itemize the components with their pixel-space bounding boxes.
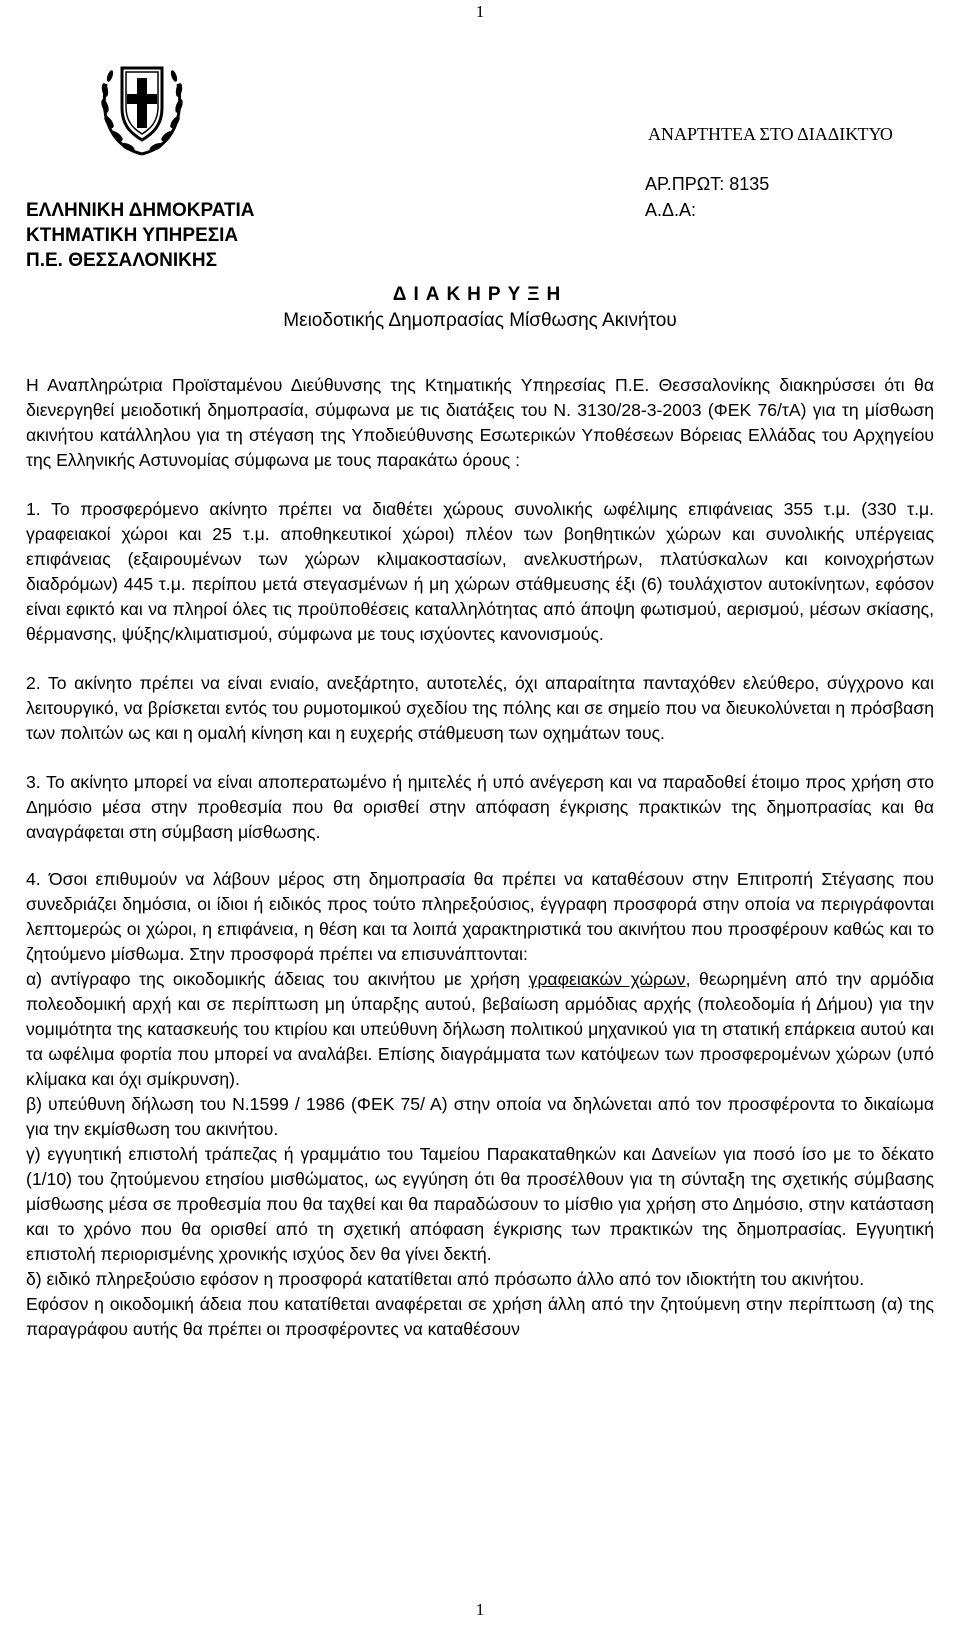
- term-2: 2. Το ακίνητο πρέπει να είναι ενιαίο, ανεξάρτητο, αυτοτελές, όχι απαραίτητα πανταχόθεν ελεύθερο, σύγχρονο και λειτουργικό, να βρίσκεται εντός του ρυμοτομικού σχεδίου της πόλης και σε σημείο που να διευκολύνεται η πρόσβαση των πολιτών ως και η ομαλή κίνηση και η ευχερής στάθμευση των οχημάτων τους.: [26, 673, 934, 743]
- protocol-number: ΑΡ.ΠΡΩΤ: 8135: [645, 174, 770, 194]
- item-a-text: α) αντίγραφο της οικοδομικής άδειας του ακινήτου με χρήση: [26, 969, 529, 989]
- document-body: [26, 373, 934, 1342]
- item-b: β) υπεύθυνη δήλωση του Ν.1599 / 1986 (ΦΕΚ 75/ Α) στην οποία να δηλώνεται από τον προσφέροντα το δικαίωμα για την εκμίσθωση του ακινήτου.: [26, 1094, 934, 1139]
- intro-paragraph: Η Αναπληρώτρια Προϊσταμένου Διεύθυνσης της Κτηματικής Υπηρεσίας Π.Ε. Θεσσαλονίκης διακηρύσσει ότι θα διενεργηθεί μειοδοτική δημοπρασία, σύμφωνα με τις διατάξεις του Ν. 3130/28-3-2003 (ΦΕΚ 76/τΑ) για τη μίσθωση ακινήτου κατάλληλου για τη στέγαση της Υποδιεύθυνσης Εσωτερικών Υποθέσεων Βόρειας Ελλάδας του Αρχηγείου της Ελληνικής Αστυνομίας σύμφωνα με τους παρακάτω όρους :: [26, 375, 934, 470]
- header-line-1: ΕΛΛΗΝΙΚΗ ΔΗΜΟΚΡΑΤΙΑ: [26, 200, 255, 221]
- closing-paragraph: Εφόσον η οικοδομική άδεια που κατατίθεται αναφέρεται σε χρήση άλλη από την ζητούμενη στην περίπτωση (α) της παραγράφου αυτής θα πρέπει οι προσφέροντες να καταθέσουν: [26, 1294, 934, 1339]
- hellenic-republic-emblem: [96, 46, 188, 160]
- ada-code: Α.Δ.Α:: [645, 200, 697, 220]
- item-a: [26, 967, 934, 1092]
- term-3: 3. Το ακίνητο μπορεί να είναι αποπερατωμένο ή ημιτελές ή υπό ανέγερση και να παραδοθεί έτοιμο προς χρήση στο Δημόσιο μέσα στην προθεσμία που θα ορισθεί στην απόφαση έγκρισης πρακτικών της δημοπρασίας και θα αναγράφεται στη σύμβαση μίσθωσης.: [26, 772, 934, 842]
- header-line-3: Π.Ε. ΘΕΣΣΑΛΟΝΙΚΗΣ: [26, 250, 217, 271]
- publish-notice: ΑΝΑΡΤΗΤΕΑ ΣΤΟ ΔΙΑΔΙΚΤΥΟ: [648, 124, 893, 144]
- header-line-2: ΚΤΗΜΑΤΙΚΗ ΥΠΗΡΕΣΙΑ: [26, 225, 239, 246]
- footer-page-number: 1: [475, 1600, 485, 1619]
- page-number: 1: [475, 2, 485, 21]
- item-a-underlined: γραφειακών χώρων: [528, 969, 686, 989]
- document-title: ΔΙΑΚΗΡΥΞΗ: [392, 284, 568, 305]
- issuing-authority: [26, 198, 254, 273]
- item-a-rest: , θεωρημένη από την αρμόδια πολεοδομική αρχή και σε περίπτωση μη ύπαρξης αυτού, βεβαίωση αρμόδιας αρχής (πολεοδομία ή Δήμου) για την νομιμότητα της κατασκευής του κτιρίου και υπεύθυνη δήλωση πολιτικού μηχανικού για τη στατική επάρκεια αυτού και τα ωφέλιμα φορτία που μπορεί να αναλάβει. Επίσης διαγράμματα των κατόψεων των προσφερομένων χώρων (υπό κλίμακα και όχι σμίκρυνση).: [26, 969, 935, 1089]
- item-c: γ) εγγυητική επιστολή τράπεζας ή γραμμάτιο του Ταμείου Παρακαταθηκών και Δανείων για ποσό ίσο με το δέκατο (1/10) του ζητούμενου ετησίου μισθώματος, ως εγγύηση ότι θα προσέλθουν για τη σύνταξη της σχετικής σύμβασης μίσθωσης μέσα σε προθεσμία που θα ταχθεί και θα παραδώσουν το μίσθιο για χρήση στο Δημόσιο, στην κατάσταση και το χρόνο που θα ορισθεί από τη σχετική απόφαση έγκρισης των πρακτικών της δημοπρασίας. Εγγυητική επιστολή περιορισμένης χρονικής ισχύος δεν θα γίνει δεκτή.: [26, 1144, 934, 1264]
- item-d: δ) ειδικό πληρεξούσιο εφόσον η προσφορά κατατίθεται από πρόσωπο άλλο από τον ιδιοκτήτη του ακινήτου.: [26, 1269, 865, 1289]
- term-1: 1. Το προσφερόμενο ακίνητο πρέπει να διαθέτει χώρους συνολικής ωφέλιμης επιφάνειας 355 τ.μ. (330 τ.μ. γραφειακοί χώροι και 25 τ.μ. αποθηκευτικοί χώροι) πλέον των βοηθητικών χώρων και συνολικής υπέργειας επιφάνειας (εξαιρουμένων των χώρων κλιμακοστασίων, ανελκυστήρων, πλατύσκαλων και κοινοχρήστων διαδρόμων) 445 τ.μ. περίπου μετά στεγασμένων ή μη χώρων στάθμευσης έξι (6) τουλάχιστον αυτοκίνητων, εφόσον είναι εφικτό και να πληροί όλες τις προϋποθέσεις καταλληλότητας από άποψη φωτισμού, αερισμού, μέσων σκίασης, θέρμανσης, ψύξης/κλιματισμού, σύμφωνα με τους ισχύοντες κανονισμούς.: [26, 499, 934, 644]
- document-subtitle: Μειοδοτικής Δημοπρασίας Μίσθωσης Ακινήτου: [283, 310, 677, 331]
- term-4: 4. Όσοι επιθυμούν να λάβουν μέρος στη δημοπρασία θα πρέπει να καταθέσουν στην Επιτροπή Στέγασης που συνεδριάζει δημόσια, οι ίδιοι ή ειδικός προς τούτο πληρεξούσιος, έγγραφη προσφορά στην οποία να περιγράφονται λεπτομερώς οι χώροι, η επιφάνεια, η θέση και τα λοιπά χαρακτηριστικά του ακινήτου που προσφέρουν καθώς και το ζητούμενο μίσθωμα. Στην προσφορά πρέπει να επισυνάπτονται:: [26, 869, 934, 964]
